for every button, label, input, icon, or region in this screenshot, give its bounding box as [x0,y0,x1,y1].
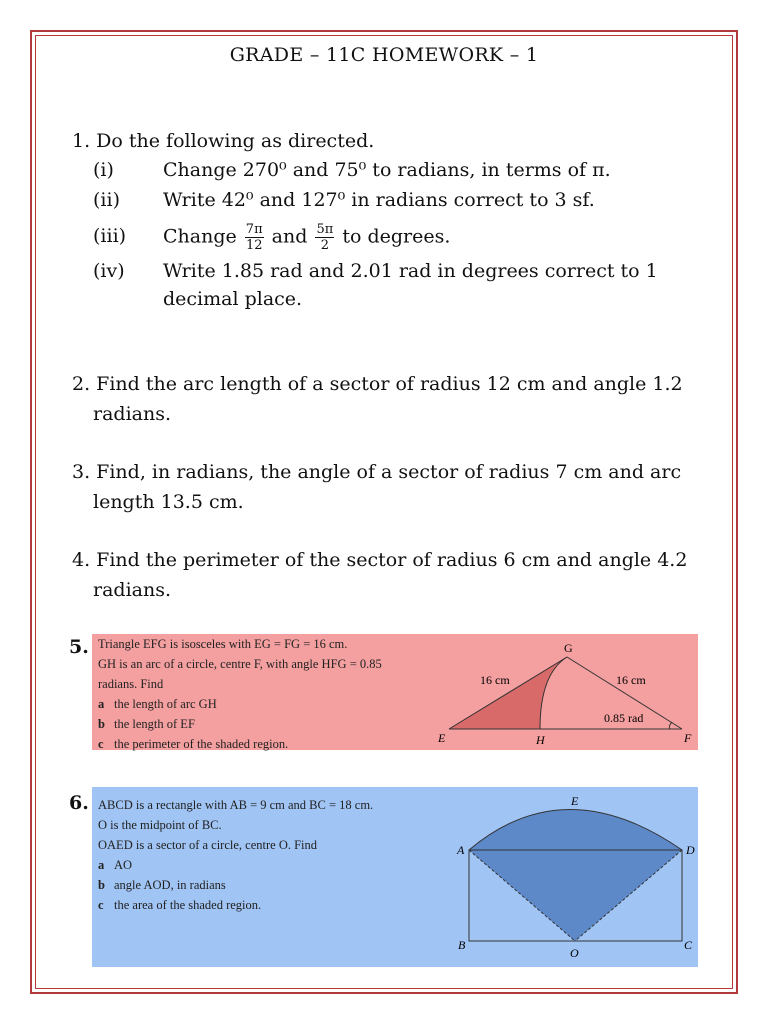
shaded-segment [469,810,682,851]
q5-line1: Triangle EFG is isosceles with EG = FG = 16 cm. [98,637,348,651]
question-6-panel [92,787,698,967]
label-angle: 0.85 rad [604,711,644,725]
question-1-part-ii [0,186,768,216]
part-iii-text [163,222,703,253]
part-iii-number: (iii) [93,225,127,247]
question-1-part-iv [0,257,768,317]
label-eg-length: 16 cm [480,673,510,687]
label-c: C [684,938,693,952]
question-5-panel [92,634,698,750]
label-h: H [536,733,545,747]
label-d: D [686,843,695,857]
label-g: G [564,641,573,655]
question-3 [72,457,712,517]
q6-line2: O is the midpoint of BC. [98,818,222,832]
q6-line1: ABCD is a rectangle with AB = 9 cm and BC = 18 cm. [98,798,374,812]
question-5-number: 5. [69,636,89,658]
question-6-number: 6. [69,792,89,814]
triangle-efg-figure [432,634,698,750]
q6-part-c: c the area of the shaded region. [98,898,262,912]
question-1-part-i [0,156,768,186]
q6-part-a: a AO [98,858,133,872]
question-3-line2: length 13.5 cm. [93,491,244,513]
question-3-line1: 3. Find, in radians, the angle of a sector of radius 7 cm and arc [72,461,682,483]
shaded-triangle [469,850,682,941]
question-5-text [98,634,438,754]
part-iii-post: to degrees. [342,225,451,248]
q5-line2: GH is an arc of a circle, centre F, with angle HFG = 0.85 [98,657,382,671]
part-iv-line2: decimal place. [163,288,303,310]
q6-part-b: b angle AOD, in radians [98,878,226,892]
part-ii-number: (ii) [93,189,120,211]
rectangle-abcd-figure [452,787,698,967]
q5-part-b: b the length of EF [98,717,195,731]
question-6-text [98,795,438,915]
page-title: GRADE – 11C HOMEWORK – 1 [229,44,539,66]
part-iii-mid: and [271,225,308,248]
question-2-line2: radians. [93,403,172,425]
part-iii-pre: Change [163,225,237,248]
part-iv-number: (iv) [93,260,125,282]
q5-part-a: a the length of arc GH [98,697,217,711]
part-iv-line1: Write 1.85 rad and 2.01 rad in degrees correct to 1 [163,260,658,282]
part-ii-text: Write 42⁰ and 127⁰ in radians correct to 3 sf. [163,189,595,211]
question-4 [72,545,712,605]
label-a: A [457,843,465,857]
question-2-line1: 2. Find the arc length of a sector of radius 12 cm and angle 1.2 [72,373,683,395]
fraction-5pi-2: $\frac{5\pi}{2}$ [316,222,334,253]
fraction-7pi-12: $\frac{7\pi}{12}$ [245,222,263,253]
question-4-line1: 4. Find the perimeter of the sector of radius 6 cm and angle 4.2 [72,549,688,571]
question-4-line2: radians. [93,579,172,601]
angle-mark [669,722,672,729]
part-i-text: Change 270⁰ and 75⁰ to radians, in terms of π. [163,159,611,181]
q5-part-c: c the perimeter of the shaded region. [98,737,289,751]
question-1-stem: 1. Do the following as directed. [72,130,375,152]
part-i-number: (i) [93,159,114,181]
question-1-part-iii [0,220,768,256]
label-e: E [571,794,579,808]
question-2 [72,369,712,429]
q6-line3: OAED is a sector of a circle, centre O. Find [98,838,318,852]
label-f: F [684,731,692,745]
label-fg-length: 16 cm [616,673,646,687]
q5-line3: radians. Find [98,677,164,691]
label-b: B [458,938,466,952]
label-e: E [438,731,446,745]
label-o: O [570,946,579,960]
